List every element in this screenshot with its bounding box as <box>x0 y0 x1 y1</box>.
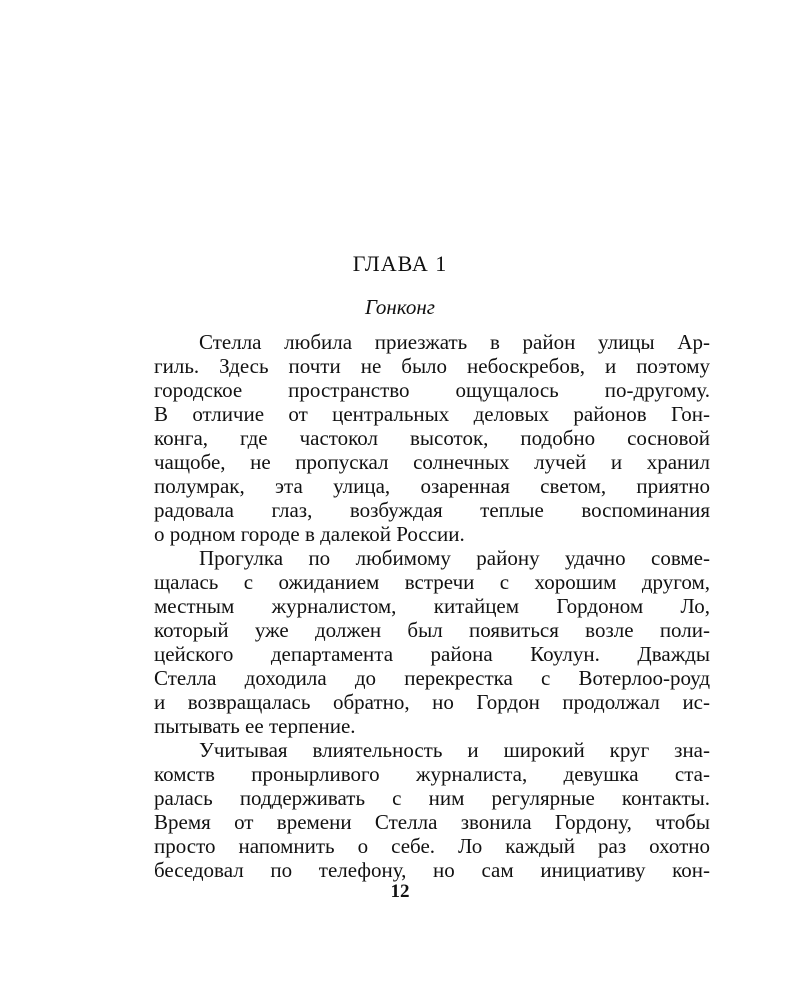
text-line: конга, где частокол высоток, подобно сосновой <box>154 426 710 450</box>
page-number: 12 <box>390 881 410 902</box>
body-text <box>154 330 710 882</box>
chapter-subtitle: Гонконг <box>365 295 435 319</box>
text-line: чащобе, не пропускал солнечных лучей и хранил <box>154 450 710 474</box>
paragraph <box>154 330 710 546</box>
text-line: и возвращалась обратно, но Гордон продолжал ис- <box>154 690 710 714</box>
text-line: цейского департамента района Коулун. Дважды <box>154 642 710 666</box>
text-line: пытывать ее терпение. <box>154 714 356 738</box>
text-line: о родном городе в далекой России. <box>154 522 465 546</box>
paragraph <box>154 546 710 738</box>
text-line: Прогулка по любимому району удачно совме- <box>199 546 710 570</box>
text-line: щалась с ожиданием встречи с хорошим другом, <box>154 570 710 594</box>
text-line: местным журналистом, китайцем Гордоном Ло, <box>154 594 710 618</box>
text-line: полумрак, эта улица, озаренная светом, приятно <box>154 474 710 498</box>
text-line: городское пространство ощущалось по-другому. <box>154 378 710 402</box>
chapter-title: ГЛАВА 1 <box>352 251 448 276</box>
text-line: который уже должен был появиться возле поли- <box>154 618 710 642</box>
text-line: гиль. Здесь почти не было небоскребов, и поэтому <box>154 354 710 378</box>
text-line: радовала глаз, возбуждая теплые воспоминания <box>154 498 710 522</box>
text-line: ралась поддерживать с ним регулярные контакты. <box>154 786 710 810</box>
text-line: В отличие от центральных деловых районов Гон- <box>154 402 710 426</box>
text-line: Стелла доходила до перекрестка с Вотерлоо-роуд <box>154 666 710 690</box>
text-line: Учитывая влиятельность и широкий круг зна- <box>199 738 710 762</box>
text-line: Стелла любила приезжать в район улицы Ар- <box>199 330 710 354</box>
text-line: Время от времени Стелла звонила Гордону, чтобы <box>154 810 710 834</box>
text-line: просто напомнить о себе. Ло каждый раз охотно <box>154 834 710 858</box>
text-line: беседовал по телефону, но сам инициативу кон- <box>154 858 710 882</box>
paragraph <box>154 738 710 882</box>
text-line: комств пронырливого журналиста, девушка ста- <box>154 762 710 786</box>
